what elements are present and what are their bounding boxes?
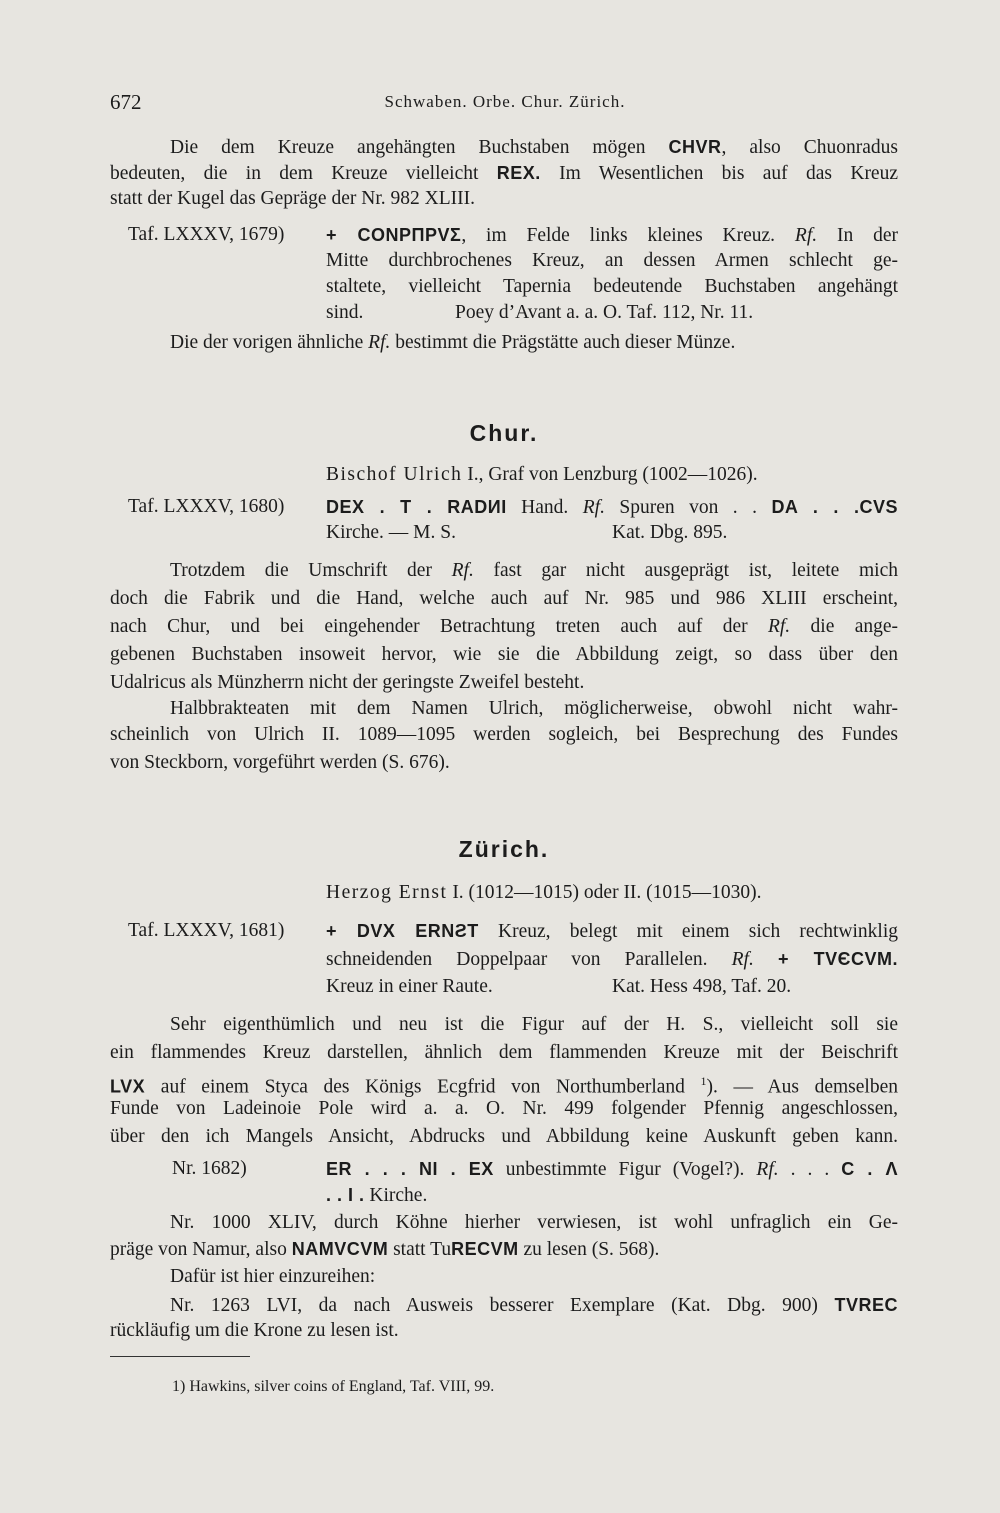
catalogue-reference: Poey d’Avant a. a. O. Taf. 112, Nr. 11. <box>455 302 754 323</box>
coin-entry-line: Kirche. — M. S. <box>326 522 456 543</box>
reverse-abbrev: Rf. <box>794 225 818 246</box>
paragraph-line: Die dem Kreuze angehängten Buchstaben mögen CHVR, also Chuonradus <box>170 137 899 158</box>
coin-entry-line: Mitte durchbrochenes Kreuz, an dessen Armen schlecht ge- <box>326 250 898 271</box>
coin-entry-line: ER . . . NI . EX unbestimmte Figur (Vogel?). Rf. . . . C . Λ <box>326 1159 899 1180</box>
page-number: 672 <box>110 90 142 114</box>
coin-legend: C . Λ <box>841 1159 899 1179</box>
paragraph-line: von Steckborn, vorgeführt werden (S. 676). <box>110 752 450 773</box>
plate-reference: Nr. 1682) <box>172 1158 247 1179</box>
plate-reference: Taf. LXXXV, 1680) <box>128 496 285 517</box>
paragraph-line: Nr. 1000 XLIV, durch Köhne hierher verwiesen, ist wohl unfraglich ein Ge- <box>170 1212 898 1233</box>
coin-legend: TVREC <box>834 1295 898 1315</box>
footnote-separator <box>110 1356 250 1357</box>
paragraph-line: Halbbrakteaten mit dem Namen Ulrich, möglicherweise, obwohl nicht wahr- <box>170 698 898 719</box>
section-heading-chur: Chur. <box>469 420 539 446</box>
paragraph-line: über den ich Mangels Ansicht, Abdrucks und Abbildung keine Auskunft geben kann. <box>110 1126 898 1147</box>
coin-entry-line: schneidenden Doppelpaar von Parallelen. Rf. + TVЄCVM. <box>326 949 898 970</box>
ruler-line: Bischof Ulrich I., Graf von Lenzburg (1002—1026). <box>326 464 758 485</box>
coin-legend: ER . . . NI . EX <box>326 1159 494 1179</box>
paragraph-line: ein flammendes Kreuz darstellen, ähnlich dem flammenden Kreuze mit der Beischrift <box>110 1042 898 1063</box>
section-heading-zurich: Zürich. <box>458 836 550 862</box>
paragraph-line: Die der vorigen ähnliche Rf. bestimmt die Prägstätte auch dieser Münze. <box>170 332 736 353</box>
plate-reference: Taf. LXXXV, 1681) <box>128 920 285 941</box>
paragraph-line: Nr. 1263 LVI, da nach Ausweis besserer Exemplare (Kat. Dbg. 900) TVREC <box>170 1295 898 1316</box>
paragraph-line: bedeuten, die in dem Kreuze vielleicht REX. Im Wesentlichen bis auf das Kreuz <box>110 163 898 184</box>
paragraph-line: doch die Fabrik und die Hand, welche auch auf Nr. 985 und 986 XLIII erscheint, <box>110 588 898 609</box>
catalogue-reference: Kat. Dbg. 895. <box>612 522 728 543</box>
plate-reference: Taf. LXXXV, 1679) <box>128 224 285 245</box>
running-head: Schwaben. Orbe. Chur. Zürich. <box>384 92 626 111</box>
coin-legend: DA . . .CVS <box>771 497 898 517</box>
coin-legend: + DVX ERNƧT <box>326 921 479 941</box>
paragraph-line: scheinlich von Ulrich II. 1089—1095 werden sogleich, bei Besprechung des Fundes <box>110 724 898 745</box>
coin-entry-line: staltete, vielleicht Tapernia bedeutende Buchstaben angehängt <box>326 276 898 297</box>
coin-legend: . . I . <box>326 1185 365 1205</box>
coin-legend: NAMVCVM <box>291 1239 389 1259</box>
paragraph-line: präge von Namur, also NAMVCVM statt TuRECVM zu lesen (S. 568). <box>110 1239 660 1260</box>
coin-entry-line: . . I . Kirche. <box>326 1185 428 1206</box>
paragraph-line: gebenen Buchstaben insoweit hervor, wie sie die Abbildung zeigt, so dass über den <box>110 644 898 665</box>
paragraph-line: rückläufig um die Krone zu lesen ist. <box>110 1320 399 1341</box>
footnote-text: Hawkins, silver coins of England, Taf. VIII, 99. <box>189 1378 495 1395</box>
coin-legend: DEX . T . RADИI <box>326 497 507 517</box>
page-header <box>110 90 900 120</box>
coin-legend: RECVM <box>451 1239 519 1259</box>
footnote <box>172 1378 494 1396</box>
paragraph-line: statt der Kugel das Gepräge der Nr. 982 XLIII. <box>110 188 475 209</box>
coin-entry-line: DEX . T . RADИI Hand. Rf. Spuren von . . DA . . .CVS <box>326 497 898 518</box>
coin-entry-line: sind. <box>326 302 364 323</box>
paragraph-line: Funde von Ladeinoie Pole wird a. a. O. Nr. 499 folgender Pfennig angeschlossen, <box>110 1098 898 1119</box>
paragraph-line: Sehr eigenthümlich und neu ist die Figur auf der H. S., vielleicht soll sie <box>170 1014 898 1035</box>
paragraph-line: Dafür ist hier einzureihen: <box>170 1266 376 1287</box>
paragraph-line: LVX auf einem Styca des Königs Ecgfrid von Northumberland $^1$). — Aus demselben <box>110 1074 898 1098</box>
coin-legend: CHVR <box>668 137 722 157</box>
coin-legend: REX. <box>496 163 541 183</box>
footnote-ref: 1 <box>700 1074 707 1088</box>
coin-legend: LVX <box>110 1076 146 1097</box>
coin-entry-line: + DVX ERNƧT Kreuz, belegt mit einem sich rechtwinklig <box>326 921 898 942</box>
coin-legend: + CONPΠPVΣ <box>326 225 462 245</box>
ruler-line: Herzog Ernst I. (1012—1015) oder II. (1015—1030). <box>326 882 762 903</box>
footnote-marker: 1) <box>172 1378 186 1395</box>
coin-entry-line: Kreuz in einer Raute. <box>326 976 493 997</box>
paragraph-line: Trotzdem die Umschrift der Rf. fast gar nicht ausgeprägt ist, leitete mich <box>170 560 898 581</box>
paragraph-line: nach Chur, und bei eingehender Betrachtung treten auch auf der Rf. die ange- <box>110 616 898 637</box>
coin-entry-line: + CONPΠPVΣ, im Felde links kleines Kreuz. Rf. In der <box>326 225 898 246</box>
coin-legend: + TVЄCVM. <box>777 949 898 969</box>
catalogue-reference: Kat. Hess 498, Taf. 20. <box>612 976 792 997</box>
paragraph-line: Udalricus als Münzherrn nicht der geringste Zweifel besteht. <box>110 672 585 693</box>
